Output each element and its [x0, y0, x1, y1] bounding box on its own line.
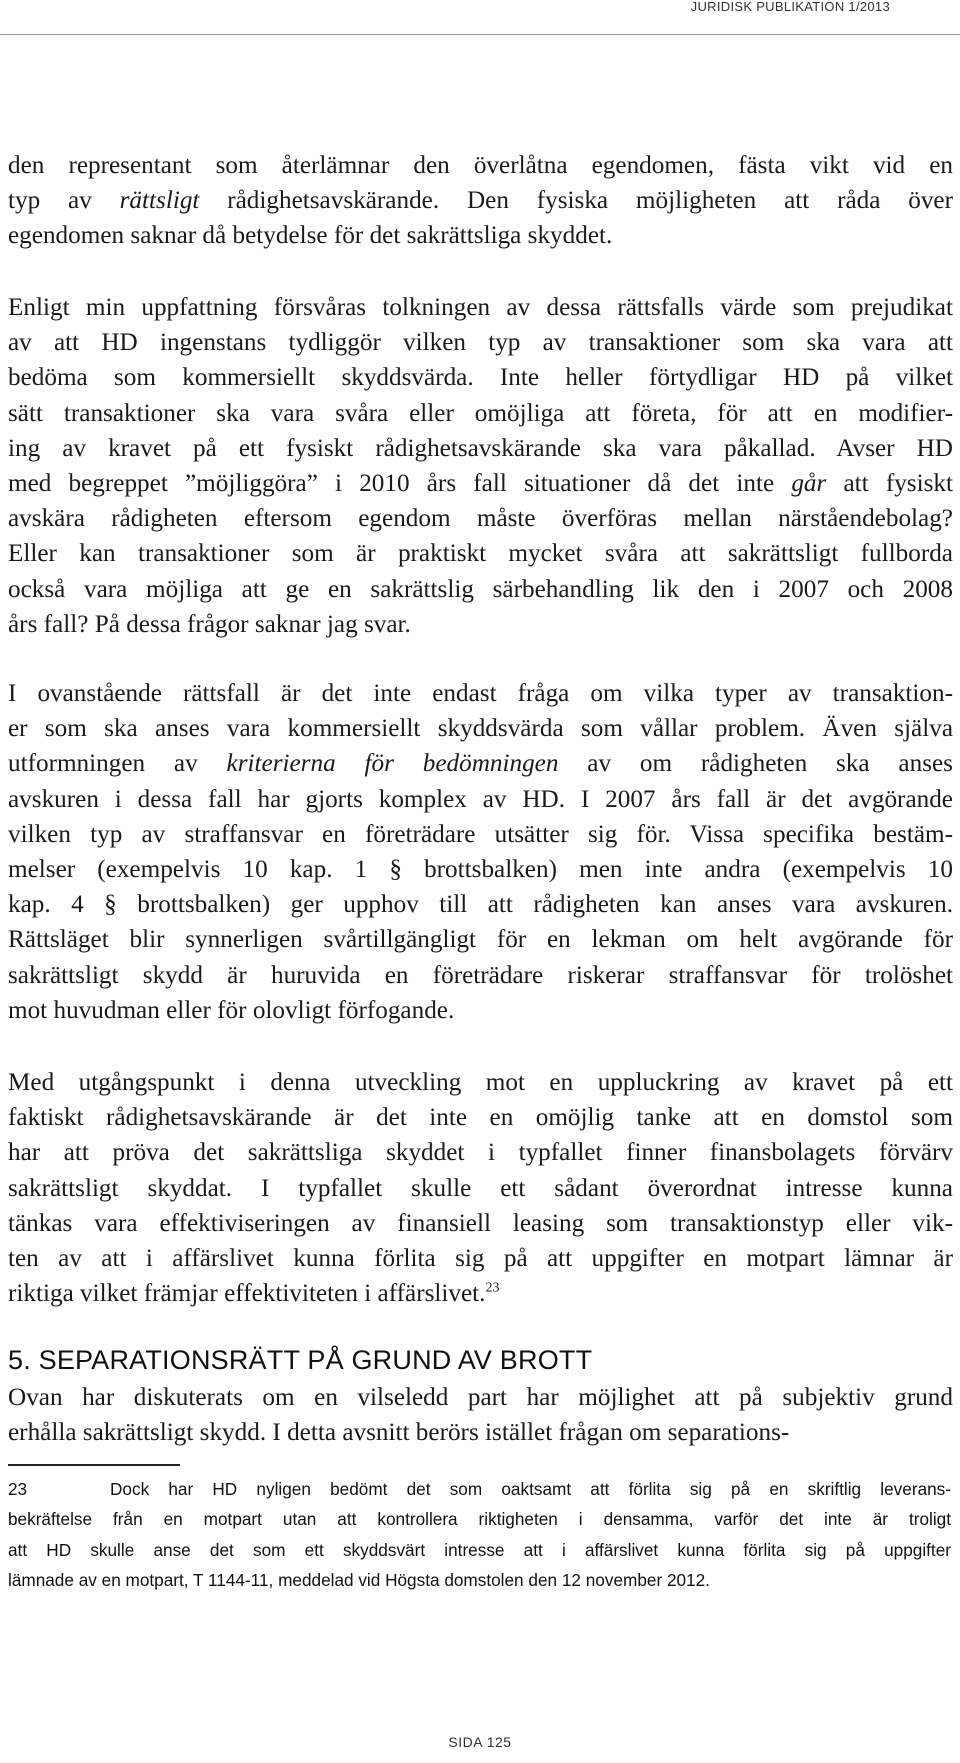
page-number: SIDA 125: [448, 1734, 512, 1750]
text-line: faktiskt rådighetsavskärande är det inte en omöjlig tanke att en domstol som: [8, 1104, 953, 1132]
paragraph-2: [8, 290, 953, 642]
text-line: ten av att i affärslivet kunna förlita sig på att uppgifter en motpart lämnar är: [8, 1245, 953, 1273]
footnote-reference: 23: [485, 1280, 500, 1296]
running-header: JURIDISK PUBLIKATION 1/2013: [690, 0, 890, 14]
text-line: vilken typ av straffansvar en företrädare utsätter sig för. Vissa specifika bestäm-: [8, 820, 953, 848]
text-line: ing av kravet på ett fysiskt rådighetsavskärande ska vara påkallad. Avser HD: [8, 434, 953, 462]
footnote-line: bekräftelse från en motpart utan att kontrollera riktigheten i densamma, varför det inte är troligt: [8, 1509, 951, 1530]
text-line: Enligt min uppfattning försvåras tolkningen av dessa rättsfalls värde som prejudikat: [8, 294, 953, 321]
text-line: avskuren i dessa fall har gjorts komplex av HD. I 2007 års fall är det avgörande: [8, 785, 953, 813]
text-line: också vara möjliga att ge en sakrättslig särbehandling lik den i 2007 och 2008: [8, 575, 953, 603]
text-line: I ovanstående rättsfall är det inte endast fråga om vilka typer av transaktion-: [8, 680, 953, 707]
text-line: tänkas vara effektiviseringen av finansiell leasing som transaktionstyp eller vik-: [8, 1209, 953, 1237]
footnote-line: att HD skulle anse det som ett skyddsvärt intresse att i affärslivet kunna förlita sig på uppgifter: [8, 1539, 951, 1560]
text-line: utformningen av kriterierna för bedömningen av om rådigheten ska anses: [8, 750, 953, 778]
text-line: har att pröva det sakrättsliga skyddet i typfallet finner finansbolagets förvärv: [8, 1139, 953, 1167]
text-line: typ av rättsligt rådighetsavskärande. Den fysiska möjligheten att råda över: [8, 187, 954, 215]
section-heading: 5. SEPARATIONSRÄTT PÅ GRUND AV BROTT: [8, 1345, 593, 1375]
footnote-rule: [8, 1464, 180, 1466]
text-line: melser (exempelvis 10 kap. 1 § brottsbalken) men inte andra (exempelvis 10: [8, 856, 953, 884]
text-line: riktiga vilket främjar effektiviteten i affärslivet.$^{23}$: [8, 1280, 500, 1308]
footnote-line: lämnade av en motpart, T 1144-11, meddelad vid Högsta domstolen den 12 november 2012.: [8, 1570, 710, 1591]
text-line: avskära rådigheten eftersom egendom måste överföras mellan närståendebolag?: [8, 505, 953, 533]
footnote-line: 23 Dock har HD nyligen bedömt det som oaktsamt att förlita sig på en skriftlig leverans-: [8, 1474, 951, 1504]
text-line: bedöma som kommersiellt skyddsvärda. Inte heller förtydligar HD på vilket: [8, 364, 953, 392]
paragraph-3: [8, 676, 953, 1028]
text-line: kap. 4 § brottsbalken) ger upphov till att rådigheten kan anses vara avskuren.: [8, 891, 953, 919]
text-line: sätt transaktioner ska vara svåra eller omöjliga att företa, för att en modifier-: [8, 399, 953, 427]
text-line: Med utgångspunkt i denna utveckling mot en uppluckring av kravet på ett: [8, 1069, 953, 1096]
paragraph-1: [8, 148, 953, 254]
text-line: sakrättsligt skydd är huruvida en företrädare riskerar straffansvar för trolöshet: [8, 961, 953, 989]
footnote-23: [8, 1474, 951, 1596]
text-line: egendomen saknar då betydelse för det sakrättsliga skyddet.: [8, 222, 613, 250]
text-line: års fall? På dessa frågor saknar jag svar.: [8, 610, 411, 638]
text-line: mot huvudman eller för olovligt förfogande.: [8, 996, 455, 1024]
text-line: Rättsläget blir synnerligen svårtillgängligt för en lekman om helt avgörande för: [8, 926, 953, 954]
text-line: av att HD ingenstans tydliggör vilken typ av transaktioner som ska vara att: [8, 329, 953, 357]
text-line: den representant som återlämnar den överlåtna egendomen, fästa vikt vid en: [8, 152, 953, 179]
text-line: er som ska anses vara kommersiellt skyddsvärda som vållar problem. Även själva: [8, 715, 953, 743]
header-rule: [0, 34, 960, 35]
paragraph-5: [8, 1380, 953, 1450]
text-line: Ovan har diskuterats om en vilseledd part har möjlighet att på subjektiv grund: [8, 1384, 953, 1411]
text-line: sakrättsligt skyddat. I typfallet skulle ett sådant överordnat intresse kunna: [8, 1174, 953, 1202]
paragraph-4: [8, 1065, 953, 1311]
text-line: erhålla sakrättsligt skydd. I detta avsnitt berörs istället frågan om separations-: [8, 1419, 790, 1447]
text-line: med begreppet ”möjliggöra” i 2010 års fall situationer då det inte går att fysiskt: [8, 470, 953, 498]
text-line: Eller kan transaktioner som är praktiskt mycket svåra att sakrättsligt fullborda: [8, 540, 953, 568]
footnote-number: 23: [8, 1479, 28, 1499]
